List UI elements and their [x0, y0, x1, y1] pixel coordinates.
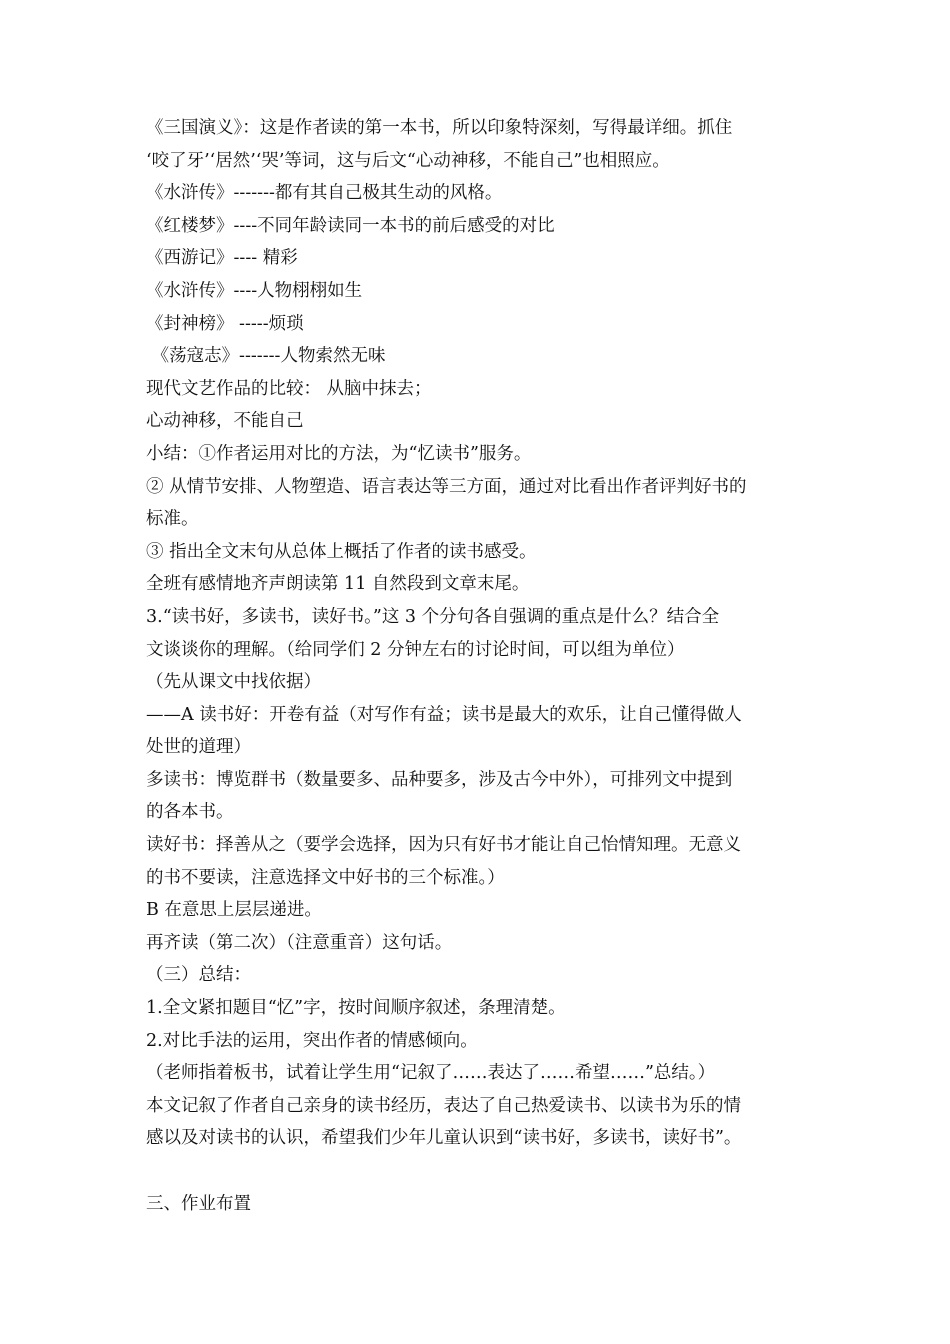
text-line: 标准。	[146, 509, 199, 530]
text-line: 《红楼梦》----不同年龄读同一本书的前后感受的对比	[146, 215, 555, 236]
text-line: （三）总结：	[146, 965, 251, 986]
text-line: 心动神移，不能自己	[146, 411, 304, 432]
text-line: 读好书：择善从之（要学会选择，因为只有好书才能让自己怡情知理。无意义	[146, 835, 741, 856]
text-line: 全班有感情地齐声朗读第 11 自然段到文章末尾。	[146, 574, 530, 595]
text-line: 1.全文紧扣题目“忆”字，按时间顺序叙述，条理清楚。	[146, 998, 566, 1019]
text-line: 《荡寇志》-------人物索然无味	[146, 346, 386, 367]
text-line: 3.“读书好，多读书，读好书。”这 3 个分句各自强调的重点是什么？结合全	[146, 606, 720, 627]
text-line: ② 从情节安排、人物塑造、语言表达等三方面，通过对比看出作者评判好书的	[146, 476, 747, 497]
text-line: 《三国演义》：这是作者读的第一本书，所以印象特深刻，写得最详细。抓住	[146, 118, 733, 138]
document-body	[146, 112, 816, 1220]
text-line: 处世的道理）	[146, 737, 251, 758]
text-line: 感以及对读书的认识，希望我们少年儿童认识到“读书好，多读书，读好书”。	[146, 1128, 742, 1149]
text-line: 本文记叙了作者自己亲身的读书经历，表达了自己热爱读书、以读书为乐的情	[146, 1095, 741, 1116]
text-line: 文谈谈你的理解。（给同学们 2 分钟左右的讨论时间，可以组为单位）	[146, 639, 685, 660]
text-line: B 在意思上层层递进。	[146, 900, 322, 921]
text-line: 现代文艺作品的比较： 从脑中抹去；	[146, 378, 432, 399]
text-line: 小结：①作者运用对比的方法，为“忆读书”服务。	[146, 443, 532, 464]
text-line: （先从课文中找依据）	[146, 672, 321, 693]
text-line: 的书不要读，注意选择文中好书的三个标准。）	[146, 867, 505, 888]
section-heading: 三、作业布置	[146, 1193, 251, 1214]
text-line: （老师指着板书，试着让学生用“记叙了……表达了……希望……”总结。）	[146, 1063, 716, 1084]
text-line: 的各本书。	[146, 802, 234, 823]
text-line: 《封神榜》 -----烦琐	[146, 313, 304, 334]
text-line: 《水浒传》----人物栩栩如生	[146, 280, 363, 301]
text-line: 2.对比手法的运用，突出作者的情感倾向。	[146, 1030, 478, 1051]
text-line: 再齐读（第二次）（注意重音）这句话。	[146, 932, 453, 953]
text-line: 多读书：博览群书（数量要多、品种要多，涉及古今中外），可排列文中提到	[146, 769, 733, 790]
text-line: 《西游记》---- 精彩	[146, 248, 298, 269]
text-line: 《水浒传》-------都有其自己极其生动的风格。	[146, 183, 503, 204]
text-line: ——A 读书好：开卷有益（对写作有益；读书是最大的欢乐，让自己懂得做人	[146, 704, 742, 725]
paragraph-gap	[146, 1155, 816, 1188]
text-line: ③ 指出全文末句从总体上概括了作者的读书感受。	[146, 541, 537, 562]
text-line: ‘咬了牙’‘居然’‘哭’等词，这与后文“心动神移，不能自己”也相照应。	[146, 150, 670, 171]
